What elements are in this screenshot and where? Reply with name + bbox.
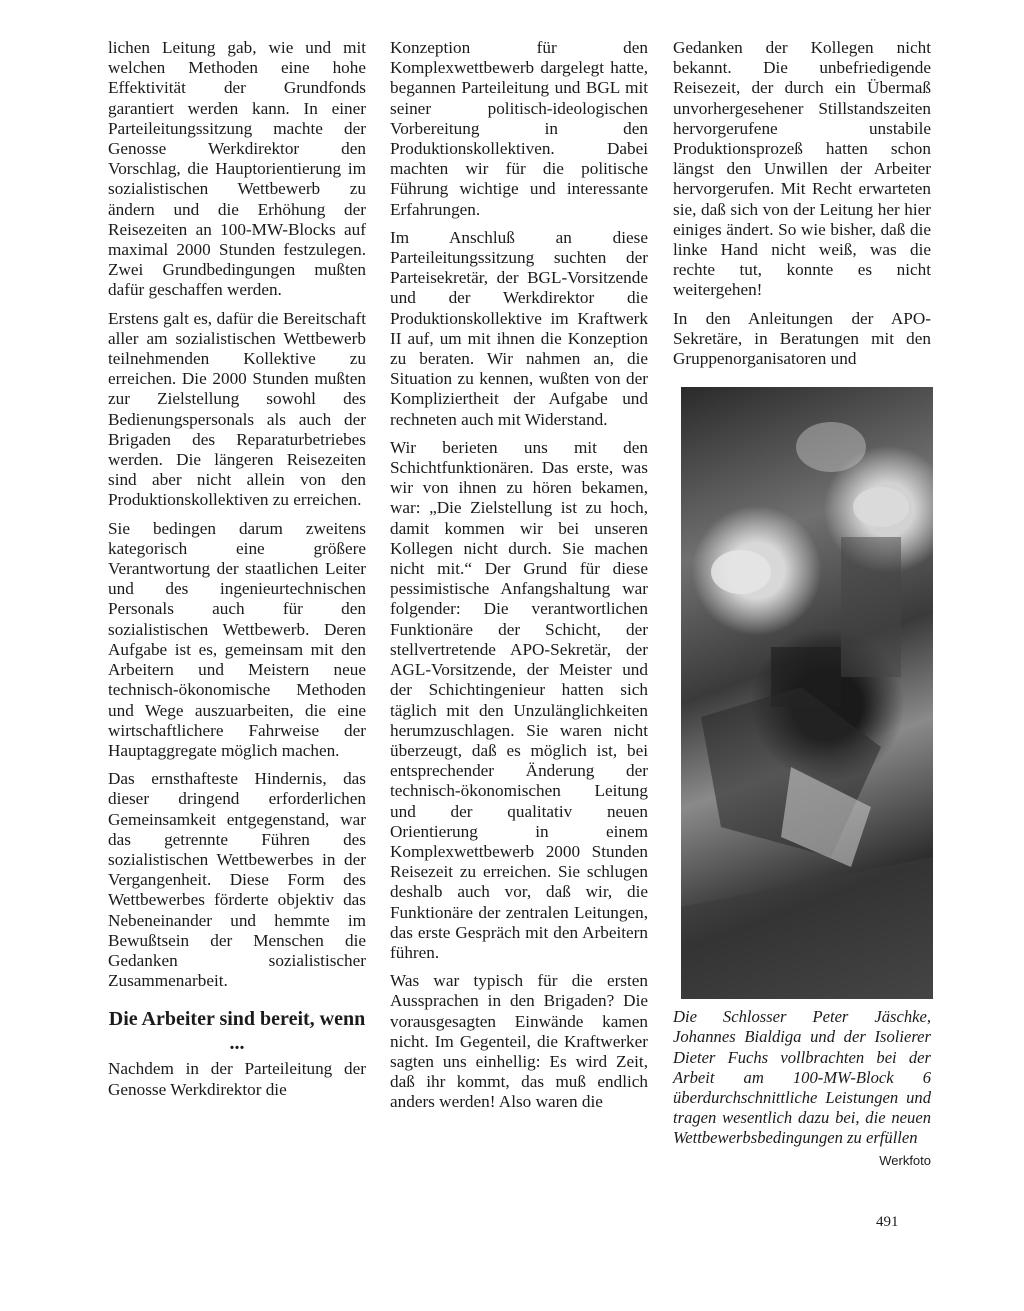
paragraph: In den Anleitungen der APO-Sekretäre, in Beratungen mit den Gruppenorganisatoren und [673,308,931,369]
page-number: 491 [876,1214,899,1230]
photo-credit: Werkfoto [879,1152,931,1168]
photo-workers-at-block [681,387,933,999]
text-column-1 [108,38,366,1108]
paragraph: Im Anschluß an diese Parteileitungssitzung suchten der Parteisekretär, der BGL-Vorsitzende und der Werkdirektor die Produktionskollektive im Kraftwerk II auf, um mit ihnen die Konzeption zu beraten. Wir nahmen an, die Situation zu kennen, wußten von der Kompliziertheit der Aufgabe und rechneten auch mit Widerstand. [390,227,648,429]
paragraph: Sie bedingen darum zweitens kategorisch eine größere Verantwortung der staatlichen Leiter und des ingenieurtechnischen Personals auch für den sozialistischen Wettbewerb. Deren Aufgabe ist es, gemeinsam mit den Arbeitern und Meistern neue technisch-ökonomische Methoden und Wege auszuarbeiten, die eine wirtschaftlichere Fahrweise der Hauptaggregate möglich machen. [108,518,366,760]
photo-illustration [681,387,933,999]
photo-caption [673,1007,931,1168]
text-column-3 [673,38,931,1171]
text-column-2 [390,38,648,1121]
paragraph: Gedanken der Kollegen nicht bekannt. Die unbefriedigende Reisezeit, der durch ein Übermaß unvorhergesehener Stillstandszeiten hervorgerufene unstabile Produktionsprozeß hatten schon längst den Unwillen der Arbeiter hervorgerufen. Mit Recht erwarteten sie, daß sich von der Leitung her hier einiges ändert. So wie bisher, daß die linke Hand nicht weiß, was die rechte tut, konnte es nicht weitergehen! [673,38,931,300]
paragraph: Das ernsthafteste Hindernis, das dieser dringend erforderlichen Gemeinsamkeit entgegenstand, war das getrennte Führen des sozialistischen Wettbewerbes in der Vergangenheit. Diese Form des Wettbewerbes förderte objektiv das Nebeneinander und hemmte im Bewußtsein der Menschen die Gedanken sozialistischer Zusammenarbeit. [108,769,366,991]
paragraph: Konzeption für den Komplexwettbewerb dargelegt hatte, begannen Parteileitung und BGL mit seiner politisch-ideologischen Vorbereitung in den Produktionskollektiven. Dabei machten wir für die politische Führung wichtige und interessante Erfahrungen. [390,38,648,219]
caption-text: Die Schlosser Peter Jäschke, Johannes Bialdiga und der Isolierer Dieter Fuchs vollbrachten bei der Arbeit am 100-MW-Block 6 überdurchschnittliche Leistungen und tragen wesentlich dazu bei, die neuen Wettbewerbsbedingungen zu erfüllen [673,1007,931,1148]
paragraph: Wir berieten uns mit den Schichtfunktionären. Das erste, was wir von ihnen zu hören bekamen, war: „Die Zielstellung ist zu hoch, damit kommen wir bei unseren Kollegen nicht durch. Sie machen nicht mit.“ Der Grund für diese pessimistische Anfangshaltung war folgender: Die verantwortlichen Funktionäre der Schicht, der stellvertretende APO-Sekretär, der AGL-Vorsitzende, der Meister und der Schichtingenieur hatten sich täglich mit den Unzulänglichkeiten herumzuschlagen. Sie waren nicht überzeugt, daß es möglich ist, bei entsprechender Änderung der technisch-ökonomischen Leitung und der qualitativ neuen Orientierung in einem Komplexwettbewerb 2000 Stunden Reisezeit zu erreichen. Sie schlugen deshalb auch vor, daß wir, die Funktionäre der zentralen Leitungen, das erste Gespräch mit den Arbeitern führen. [390,437,648,962]
paragraph: Erstens galt es, dafür die Bereitschaft aller am sozialistischen Wettbewerb teilnehmenden Kollektive zu erreichen. Die 2000 Stunden mußten zur Zielstellung sowohl des Bedienungspersonals als auch der Brigaden des Reparaturbetriebes werden. Die längeren Reisezeiten sind aber nicht allein von den Produktionskollektiven zu erreichen. [108,308,366,510]
paragraph: Nachdem in der Parteileitung der Genosse Werkdirektor die [108,1059,366,1099]
paragraph: Was war typisch für die ersten Aussprachen in den Brigaden? Die vorausgesagten Einwände kamen nicht. Im Gegenteil, die Kraftwerker sagten uns einhellig: Es wird Zeit, daß ihr kommt, das muß endlich anders werden! Also waren die [390,971,648,1112]
section-heading: Die Arbeiter sind bereit, wenn ... [108,1008,366,1055]
paragraph: lichen Leitung gab, wie und mit welchen Methoden eine hohe Effektivität der Grundfonds garantiert werden kann. In einer Parteileitungssitzung machte der Genosse Werkdirektor den Vorschlag, die Hauptorientierung im sozialistischen Wettbewerb zu ändern und die Erhöhung der Reisezeiten an 100-MW-Blocks auf maximal 2000 Stunden festzulegen. Zwei Grundbedingungen mußten dafür geschaffen werden. [108,38,366,300]
